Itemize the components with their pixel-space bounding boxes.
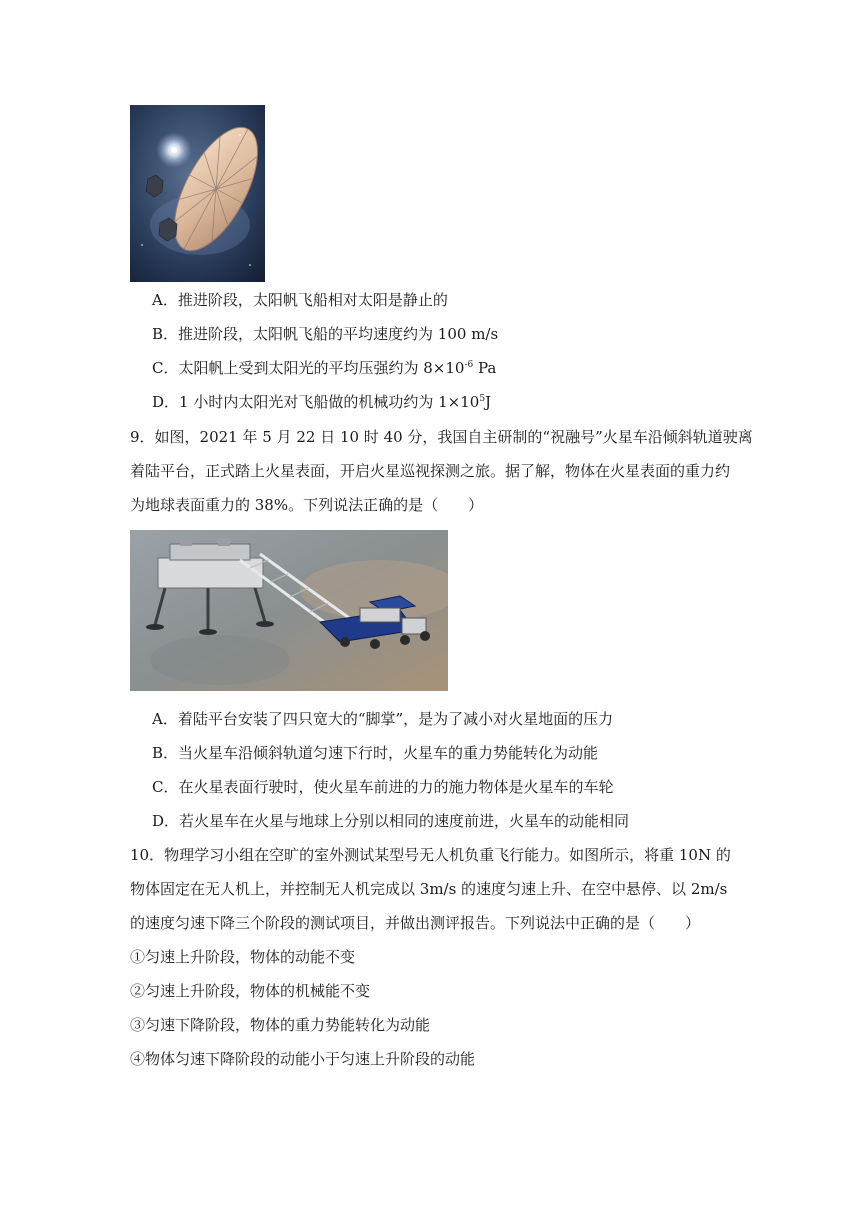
q9-option-b: B．当火星车沿倾斜轨道匀速下行时，火星车的重力势能转化为动能 xyxy=(152,744,599,762)
q10-statement-1: ①匀速上升阶段，物体的动能不变 xyxy=(130,948,356,966)
q9-option-a: A．着陆平台安装了四只宽大的“脚掌”，是为了减小对火星地面的压力 xyxy=(152,710,614,728)
q8-option-c: C．太阳帆上受到太阳光的平均压强约为 $8\times 10^{-6}$ Pa xyxy=(152,359,497,377)
q9-option-c: C．在火星表面行驶时，使火星车前进的力的施力物体是火星车的车轮 xyxy=(152,778,614,796)
q10-stem-line-3: 的速度匀速下降三个阶段的测试项目，并做出测评报告。下列说法中正确的是（ ） xyxy=(130,914,701,932)
q10-stem-line-1: 10．物理学习小组在空旷的室外测试某型号无人机负重飞行能力。如图所示，将重 10N 的 xyxy=(130,846,731,864)
mars-rover-figure xyxy=(130,530,448,691)
q9-stem-line-1: 9．如图，2021 年 5 月 22 日 10 时 40 分，我国自主研制的“祝融号”火星车沿倾斜轨道驶离 xyxy=(130,428,753,446)
q9-stem-line-2: 着陆平台，正式踏上火星表面，开启火星巡视探测之旅。据了解，物体在火星表面的重力约 xyxy=(130,462,731,480)
q8-option-b: B．推进阶段，太阳帆飞船的平均速度约为 100 m/s xyxy=(152,325,499,343)
q8-option-d: D．1 小时内太阳光对飞船做的机械功约为 $1\times 10^5J$ xyxy=(152,393,492,411)
q10-statement-4: ④物体匀速下降阶段的动能小于匀速上升阶段的动能 xyxy=(130,1050,476,1068)
q10-statement-3: ③匀速下降阶段，物体的重力势能转化为动能 xyxy=(130,1016,431,1034)
q10-stem-line-2: 物体固定在无人机上，并控制无人机完成以 3m/s 的速度匀速上升、在空中悬停、以 2m/s xyxy=(130,880,728,898)
q9-option-d: D．若火星车在火星与地球上分别以相同的速度前进，火星车的动能相同 xyxy=(152,812,630,830)
solar-sail-figure xyxy=(130,105,265,282)
q8-option-a: A．推进阶段，太阳帆飞船相对太阳是静止的 xyxy=(152,291,448,309)
q10-statement-2: ②匀速上升阶段，物体的机械能不变 xyxy=(130,982,371,1000)
q9-stem-line-3: 为地球表面重力的 38%。下列说法正确的是（ ） xyxy=(130,496,484,514)
